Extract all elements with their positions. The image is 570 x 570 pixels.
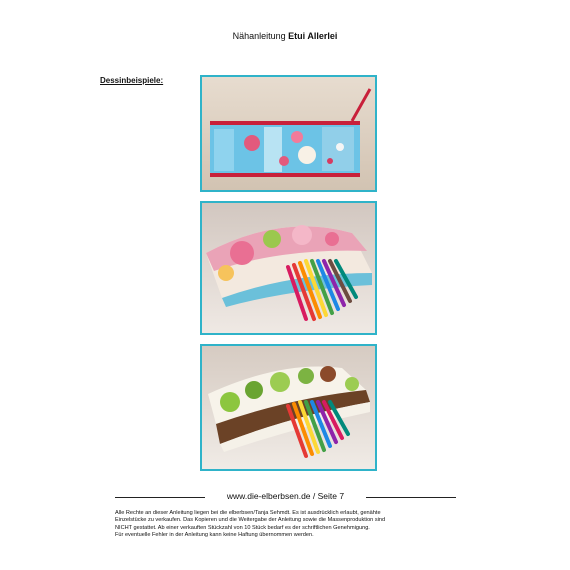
footer-page-text: www.die-elberbsen.de / Seite 7 [226,491,345,501]
copyright-notice [115,510,465,539]
copyright-line: Alle Rechte an dieser Anleitung liegen bei die elberbsen/Tanja Sehmdt. Es ist ausdrücklich erlaubt, genähte [115,510,381,516]
footer-rule-right [366,497,456,498]
copyright-line: Einzelstücke zu verkaufen. Das Kopieren und die Weitergabe der Anleitung sowie die Massenproduktion sind [115,517,386,524]
footer-rule-left [115,497,205,498]
page-title [0,31,570,41]
blue-pouch-image [202,77,375,190]
copyright-line: Für eventuelle Fehler in der Anleitung kann keine Haftung übernommen werden. [115,531,314,538]
floral-pouch-image [202,203,375,333]
title-bold: Etui Allerlei [288,31,338,41]
photo-blue-pouch [200,75,377,192]
photo-apple-pouch [200,344,377,471]
title-prefix: Nähanleitung [232,31,289,41]
photo-floral-pouch [200,201,377,335]
copyright-line: NICHT gestattet. Ab einer verkauften Stückzahl von 10 Stück bedarf es der schriftlichen Genehmigung. [115,524,370,531]
section-label: Dessinbeispiele: [100,76,164,85]
apple-pouch-image [202,346,375,469]
